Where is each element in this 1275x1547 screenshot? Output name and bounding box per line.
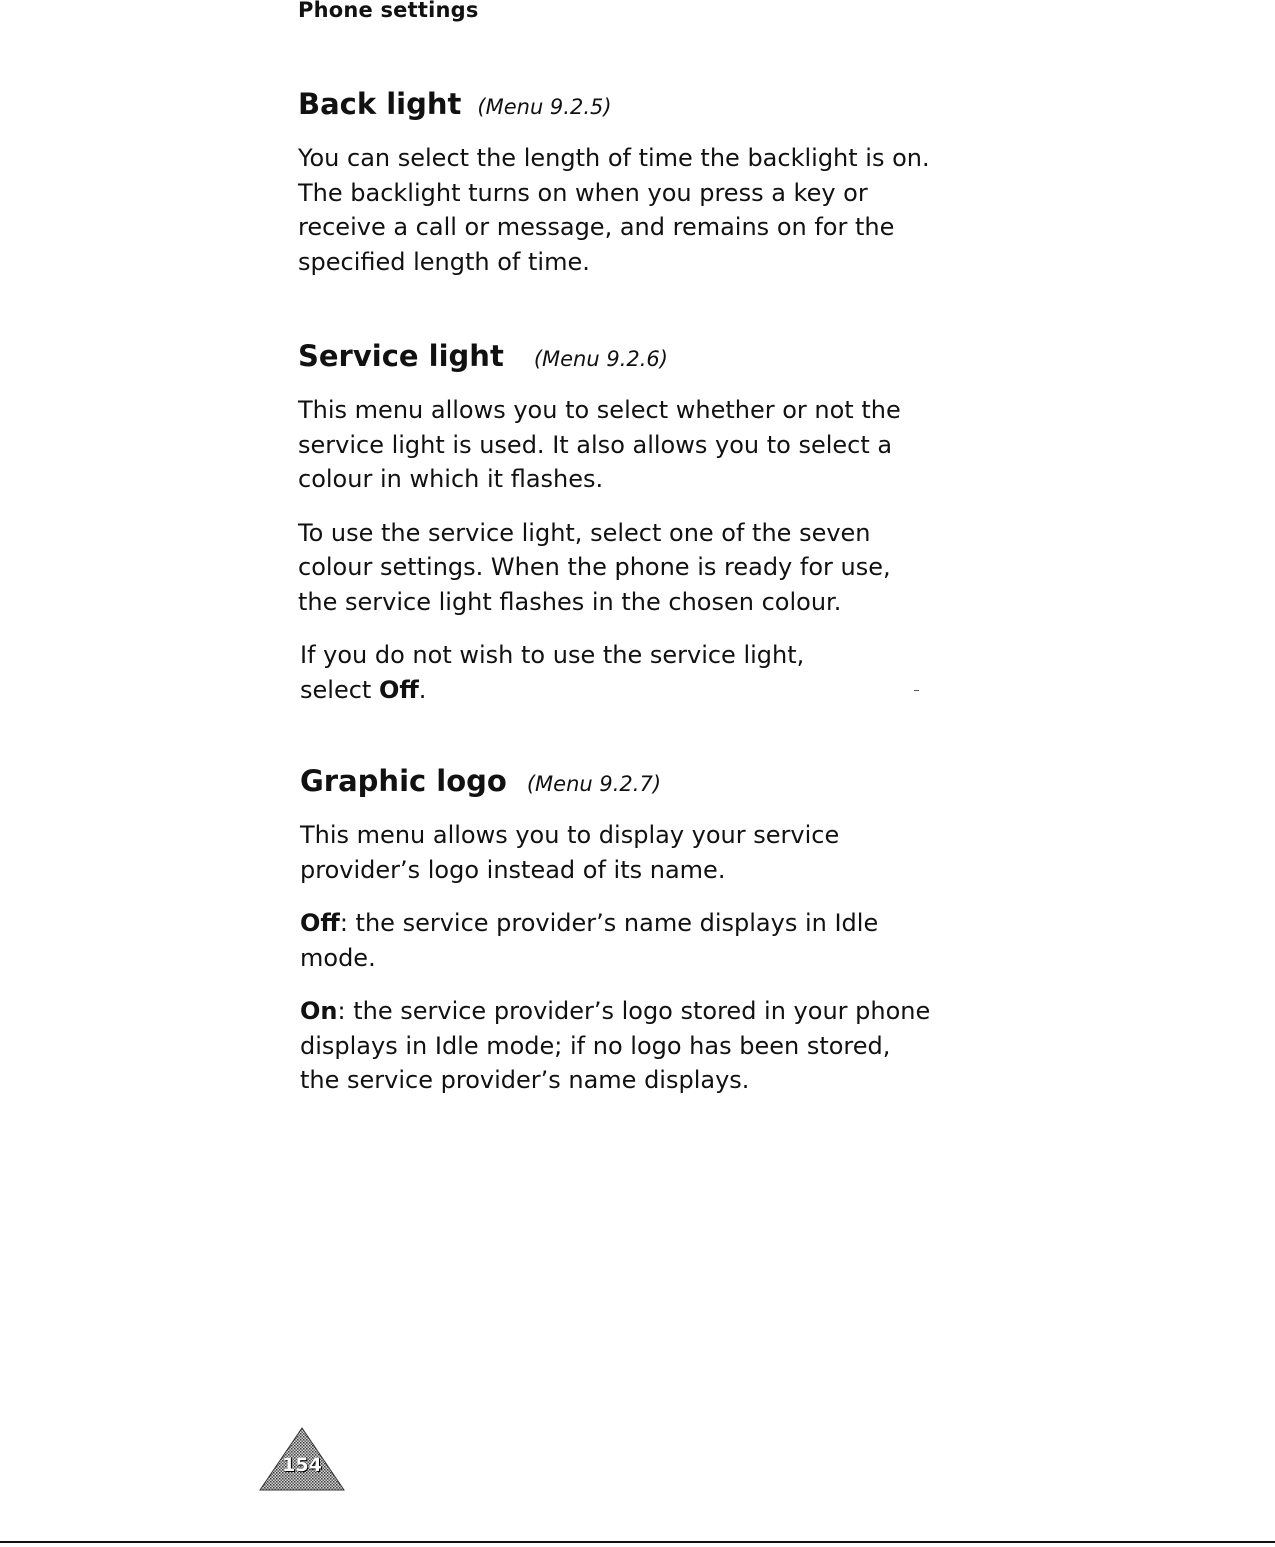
text-line: To use the service light, select one of the seven <box>298 518 871 547</box>
text-line: If you do not wish to use the service light, <box>300 641 805 669</box>
option-term-on: On <box>300 997 338 1025</box>
paragraph <box>298 516 998 620</box>
text-line <box>300 676 426 704</box>
heading-text: Graphic logo <box>300 764 507 798</box>
paragraph <box>298 141 998 279</box>
text-line: specified length of time. <box>298 247 590 276</box>
text-fragment: select <box>300 675 379 704</box>
section-heading <box>300 763 1000 802</box>
heading-text: Back light <box>298 87 462 121</box>
menu-reference: (Menu 9.2.6) <box>533 347 668 371</box>
text-line: The backlight turns on when you press a key or <box>298 178 868 207</box>
text-line: This menu allows you to select whether or not the <box>298 396 901 424</box>
section-graphic-logo <box>300 763 1000 1098</box>
section-heading <box>298 86 998 125</box>
option-term-off: Off <box>300 909 340 937</box>
section-back-light <box>298 86 998 279</box>
text-line: the service provider’s name displays. <box>300 1066 750 1094</box>
text-line: mode. <box>300 943 376 972</box>
menu-reference: (Menu 9.2.7) <box>526 772 662 796</box>
page-number-badge <box>258 1424 346 1492</box>
running-header: Phone settings <box>298 0 479 22</box>
text-line: service light is used. It also allows you to select a <box>298 430 893 459</box>
text-line: receive a call or message, and remains on for the <box>298 213 895 241</box>
text-line: the service light flashes in the chosen colour. <box>298 587 842 616</box>
menu-reference: (Menu 9.2.5) <box>477 95 612 119</box>
section-service-light <box>298 338 998 707</box>
heading-text: Service light <box>298 339 504 373</box>
text-line: provider’s logo instead of its name. <box>300 855 726 884</box>
option-term-off: Off <box>378 675 419 704</box>
option-paragraph-off <box>300 906 1000 975</box>
paragraph <box>300 818 1000 887</box>
text-line: : the service provider’s name displays in Idle <box>339 909 879 937</box>
text-line: colour settings. When the phone is ready for use, <box>298 553 891 581</box>
section-heading <box>298 338 998 377</box>
paragraph <box>298 638 998 707</box>
text-line: This menu allows you to display your service <box>300 821 840 849</box>
text-line: : the service provider’s logo stored in your phone <box>337 997 931 1025</box>
text-line: colour in which it flashes. <box>298 465 604 493</box>
paragraph <box>298 393 998 497</box>
page-number: 154 <box>282 1454 322 1476</box>
stray-mark <box>914 690 919 691</box>
text-line: displays in Idle mode; if no logo has been stored, <box>300 1031 891 1060</box>
text-fragment: . <box>418 675 427 704</box>
text-line: You can select the length of time the backlight is on. <box>298 144 930 172</box>
option-paragraph-on <box>300 994 1000 1098</box>
bottom-rule <box>0 1541 1275 1543</box>
